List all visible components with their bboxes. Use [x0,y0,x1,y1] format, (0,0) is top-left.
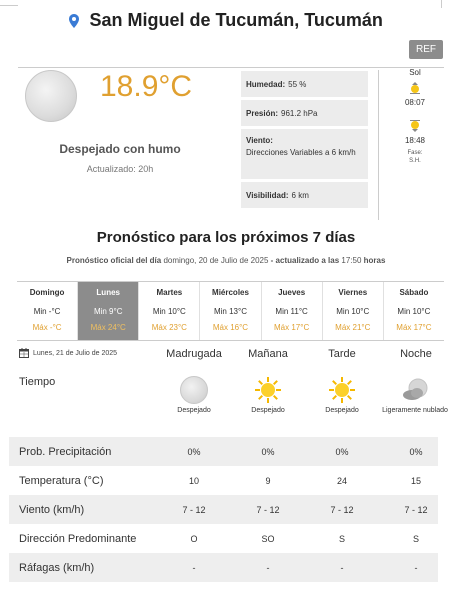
wind-row: Viento: Direcciones Variables a 6 km/h [241,129,368,179]
header-frame [0,0,452,8]
period-madrugada: Madrugada [166,348,222,360]
table-row: Prob. Precipitación 0% 0% 0% 0% [9,437,438,466]
location-name: San Miguel de Tucumán, Tucumán [89,10,383,30]
period-tarde: Tarde [328,348,356,360]
condition-caption: Despejado [251,407,285,414]
divider [378,70,379,220]
sun-icon [254,376,282,404]
period-noche: Noche [400,348,432,360]
forecast-title: Pronóstico para los próximos 7 días [96,229,356,246]
sunset-time: 18:48 [404,136,426,145]
updated-time: Actualizado: 20h [86,164,154,174]
tab-lunes[interactable]: Lunes Min 9°C Máx 24°C [78,282,139,340]
tab-jueves[interactable]: Jueves Min 11°C Máx 17°C [262,282,323,340]
table-row: Viento (km/h) 7 - 12 7 - 12 7 - 12 7 - 12 [9,495,438,524]
current-temperature: 18.9°C [100,70,193,103]
table-row: Ráfagas (km/h) - - - - [9,553,438,582]
detail-date: Lunes, 21 de Julio de 2025 [19,348,117,358]
sunrise-time: 08:07 [404,98,426,107]
table-row: Temperatura (°C) 10 9 24 15 [19,474,421,487]
moon-icon [180,376,208,404]
sun-icon [328,376,356,404]
tab-sabado[interactable]: Sábado Min 10°C Máx 17°C [396,288,432,332]
pressure-row: Presión: 961.2 hPa [241,100,368,126]
forecast-subtitle: Pronóstico oficial del día domingo, 20 de Julio de 2025 - actualizado a las 17:50 horas [66,256,386,265]
condition-caption: Despejado [177,407,211,414]
calendar-icon [19,348,29,358]
divider [18,67,444,68]
tab-miercoles[interactable]: Miércoles Min 13°C Máx 16°C [200,282,261,340]
moon-phase-value: S.H. [409,158,421,164]
tiempo-label: Tiempo [19,376,56,388]
location-header [0,10,452,36]
sunset-icon [408,119,422,133]
tab-domingo[interactable]: Domingo Min -°C Máx -°C [17,282,78,340]
sunrise-icon [408,81,422,95]
visibility-value: 6 km [291,190,309,200]
cloudy-night-icon [401,376,431,404]
moon-icon [25,70,77,122]
moon-phase-label: Fase: [407,150,423,156]
forecast-day-tabs [17,281,444,341]
period-manana: Mañana [248,348,288,360]
tab-viernes[interactable]: Viernes Min 10°C Máx 21°C [323,282,384,340]
wind-value: Direcciones Variables a 6 km/h [246,148,356,157]
current-condition: Despejado con humo [59,142,181,156]
ref-button[interactable]: REF [409,40,443,59]
humidity-row: Humedad: 55 % [241,71,368,97]
current-details [241,71,368,211]
tab-martes[interactable]: Martes Min 10°C Máx 23°C [139,282,200,340]
table-row: Dirección Predominante O SO S S [19,532,419,545]
visibility-row: Visibilidad: 6 km [241,182,368,208]
condition-caption: Ligeramente nublado [382,407,448,414]
condition-caption: Despejado [325,407,359,414]
humidity-value: 55 % [288,79,307,89]
sun-info [400,68,430,165]
location-pin-icon [69,14,79,28]
sun-title: Sol [409,68,421,77]
pressure-value: 961.2 hPa [281,108,318,118]
